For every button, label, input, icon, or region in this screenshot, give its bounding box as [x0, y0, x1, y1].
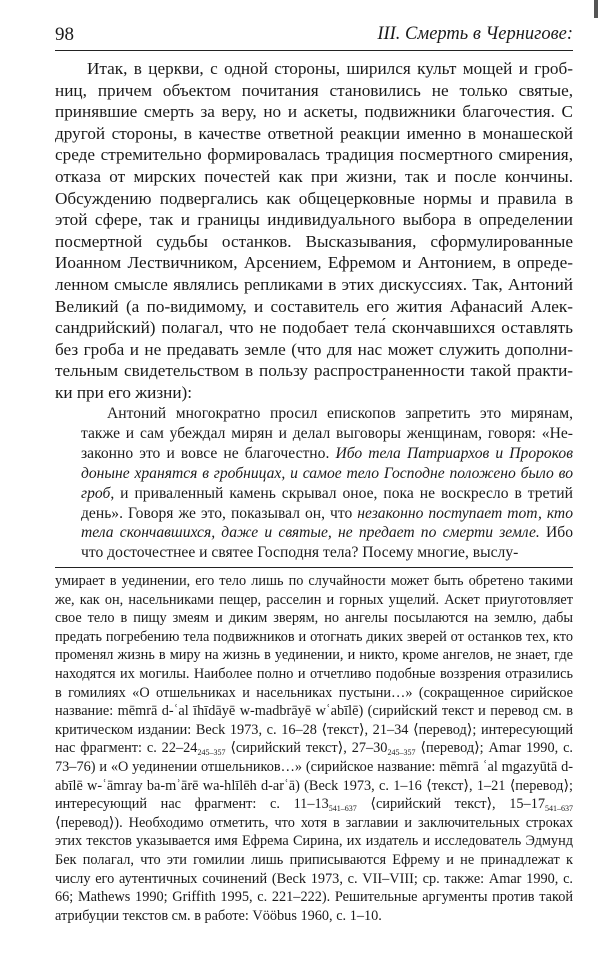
quote-text: Антоний многократно просил епископов запретить это мирянам, также и сам убеждал мирян и делал выговоры женщинам, говоря: «Незаконно это и вовсе не благочестно. — [81, 405, 573, 462]
quote-emphasis: Ибо тела Патриархов и Пророков доныне хранятся в гробницах, и самое тело Господне положено было во гроб — [81, 444, 573, 502]
body-paragraph: Итак, в церкви, с одной стороны, ширился культ мощей и гробниц, причем объектом почитания становились не только святые, принявшие смерть за веру, но и аскеты, подвижники благочестия. С другой стороны, в качестве ответной реакции именно в монашеской среде стремительно формировалась традиция посмертного смирения, отказа от мирских почестей как при жизни, так и после кончины. Обсуждению подвергались как общецерковные нормы и правила в этой сфере, так и границы индивидуального выбора в определении посмертной судьбы останков. Высказывания, сформулированные Иоанном Лествичником, Арсением, Ефремом и Антонием, в определенном смысле являлись репликами в этих дискуссиях. Так, Антоний Великий (а по-видимому, и составитель его жития Афанасий Александрийский) полагал, что не подобает тела́ скончавшихся оставлять без гроба и не предавать земле (что для нас может служить дополнительным свидетельством в пользу распространенности такой практики при его жизни): — [55, 59, 573, 402]
quote-text: Ибо что досточестнее и святее Господня тела? Посему многие, выслу- — [81, 524, 573, 562]
line-reference: 541–637 — [328, 804, 357, 814]
footnote-paragraph — [55, 572, 573, 925]
footnote — [55, 572, 573, 925]
main-text — [55, 58, 573, 404]
running-title: III. Смерть в Чернигове: — [377, 24, 573, 44]
page-header — [55, 24, 573, 51]
footnote-text: умирает в уединении, его тело лишь по случайности может быть обретено такими же, как он, насельниками пещер, расселин и горных ущелий. Аскет приуготовляет свое тело в пищу змеям и диким зверям, но ангелы посылаются на землю, дабы предать погребению тела подвижников и отогнать диких зверей от останков тех, кто променял жизнь в миру на жизнь в уединении, и никто, кроме ангелов, не знает, где находятся их могилы. Наиболее полно и отчетливо подобные воззрения отразились в гомилиях «О отшельниках и насельниках пустыни…» (сокращенное сирийское название: mēmrā d-ʿal īhīdāyē w-madbrāyē wʿabīlē) (сирийский текст и перевод см. в критическом издании: Beck 1973, с. 16–28 ⟨текст⟩, 21–34 ⟨перевод⟩; интересующий нас фрагмент: с. 22–24 — [55, 573, 573, 757]
scan-edge-mark — [594, 0, 598, 18]
quote-paragraph — [81, 404, 573, 563]
footnote-divider — [55, 567, 573, 568]
quote-emphasis: незаконно поступает тот, кто тела скончавшихся, даже и святые, не предает по смерти земле. — [81, 504, 573, 542]
footnote-text: ⟨перевод⟩; Amar 1990, с. 73–76) и «О уединении отшельников…» (сирийское название: mēmrā ʿal mgazyūtā d-abīlē w-ʿāmray ba-mʾārē wa-hlīlēh d-arʿā) (Beck 1973, с. 1–16 ⟨текст⟩, 1–21 ⟨перевод⟩; интересующий нас фрагмент: с. 11–13 — [55, 740, 574, 813]
line-reference: 541–637 — [545, 804, 573, 814]
footnote-text: ⟨перевод⟩). Необходимо отметить, что хотя в заглавии и заключительных строках этих текстов указывается имя Ефрема Сирина, их издатель и исследователь Эдмунд Бек полагал, что эти гомилии лишь приписываются Ефрему и не принадлежат к числу его аутентичных сочинений (Beck 1973, с. VII–VIII; ср. также: Amar 1990, с. 66; Mathews 1990; Griffith 1995, с. 221–222). Решительные аргументы против такой атрибуции текстов см. в работе: Vööbus 1960, с. 1–10. — [55, 814, 573, 924]
footnote-text: ⟨сирийский текст⟩, 27–30 — [225, 740, 388, 757]
page-number: 98 — [55, 24, 74, 45]
line-reference: 245–357 — [197, 748, 226, 758]
footnote-text: ⟨сирийский текст⟩, 15–17 — [356, 796, 545, 813]
line-reference: 245–357 — [387, 748, 416, 758]
block-quote — [81, 404, 573, 563]
quote-text: , и приваленный камень скрывал оное, пока не воскресло в третий день». Говоря же это, показывал он, что — [81, 484, 573, 522]
